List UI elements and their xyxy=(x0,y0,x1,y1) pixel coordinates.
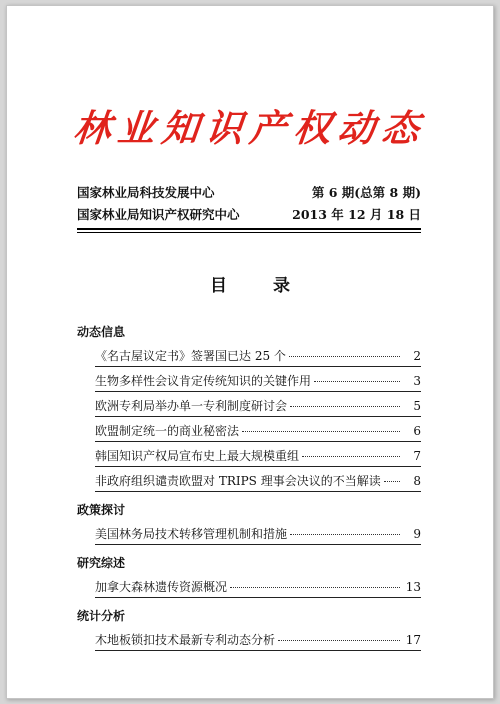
toc-entry-page: 5 xyxy=(413,399,421,413)
dot-leader xyxy=(290,406,400,407)
toc-entry-title: 《名古屋议定书》签署国已达 25 个 xyxy=(95,349,286,363)
toc-entry[interactable] xyxy=(77,369,421,394)
toc-entry-title: 韩国知识产权局宣布史上最大规模重组 xyxy=(95,449,300,463)
issue-number: 第 6 期(总第 8 期) xyxy=(311,185,421,200)
toc-entry-title: 非政府组织谴责欧盟对 TRIPS 理事会决议的不当解读 xyxy=(95,474,381,488)
toc-section-heading: 政策探讨 xyxy=(77,503,126,517)
dot-leader xyxy=(230,587,400,588)
divider-thick xyxy=(77,228,421,230)
toc-entry-title: 生物多样性会议肯定传统知识的关键作用 xyxy=(95,374,312,388)
toc-section-heading: 统计分析 xyxy=(77,609,126,623)
dot-leader xyxy=(278,640,400,641)
toc-entry-page: 17 xyxy=(405,633,421,647)
issuing-org-2: 国家林业局知识产权研究中心 xyxy=(77,207,240,222)
toc-entry-page: 7 xyxy=(413,449,421,463)
issue-date: 2013 年 12 月 18 日 xyxy=(292,207,421,222)
toc-section-heading: 研究综述 xyxy=(77,556,126,570)
divider-thin xyxy=(77,232,421,233)
toc-entry-title: 加拿大森林遗传资源概况 xyxy=(95,580,228,594)
table-of-contents xyxy=(77,322,421,653)
toc-entry-page: 6 xyxy=(413,424,421,438)
toc-entry[interactable] xyxy=(77,522,421,547)
issuing-org-1: 国家林业局科技发展中心 xyxy=(77,185,215,200)
dot-leader xyxy=(289,356,400,357)
dot-leader xyxy=(314,381,400,382)
dot-leader xyxy=(290,534,400,535)
toc-entry[interactable] xyxy=(77,394,421,419)
toc-entry[interactable] xyxy=(77,344,421,369)
toc-heading: 目 录 xyxy=(210,276,310,296)
toc-entry-page: 9 xyxy=(413,527,421,541)
toc-entry[interactable] xyxy=(77,469,421,494)
toc-entry-title: 欧盟制定统一的商业秘密法 xyxy=(95,424,240,438)
toc-entry-page: 13 xyxy=(405,580,421,594)
publication-info xyxy=(77,182,421,226)
dot-leader xyxy=(242,431,400,432)
toc-entry-page: 3 xyxy=(413,374,421,388)
toc-entry-page: 8 xyxy=(413,474,421,488)
toc-entry-page: 2 xyxy=(413,349,421,363)
toc-entry[interactable] xyxy=(77,444,421,469)
toc-entry-title: 木地板锁扣技术最新专利动态分析 xyxy=(95,633,276,647)
toc-entry[interactable] xyxy=(77,628,421,653)
toc-entry[interactable] xyxy=(77,419,421,444)
dot-leader xyxy=(384,481,400,482)
info-row-2 xyxy=(77,204,421,226)
toc-section-heading: 动态信息 xyxy=(77,325,126,339)
toc-entry-title: 美国林务局技术转移管理机制和措施 xyxy=(95,527,288,541)
info-row-1 xyxy=(77,182,421,204)
document-page xyxy=(6,5,494,699)
dot-leader xyxy=(302,456,400,457)
toc-entry[interactable] xyxy=(77,575,421,600)
toc-entry-title: 欧洲专利局举办单一专利制度研讨会 xyxy=(95,399,288,413)
masthead-title: 林业知识产权动态 xyxy=(71,107,428,150)
